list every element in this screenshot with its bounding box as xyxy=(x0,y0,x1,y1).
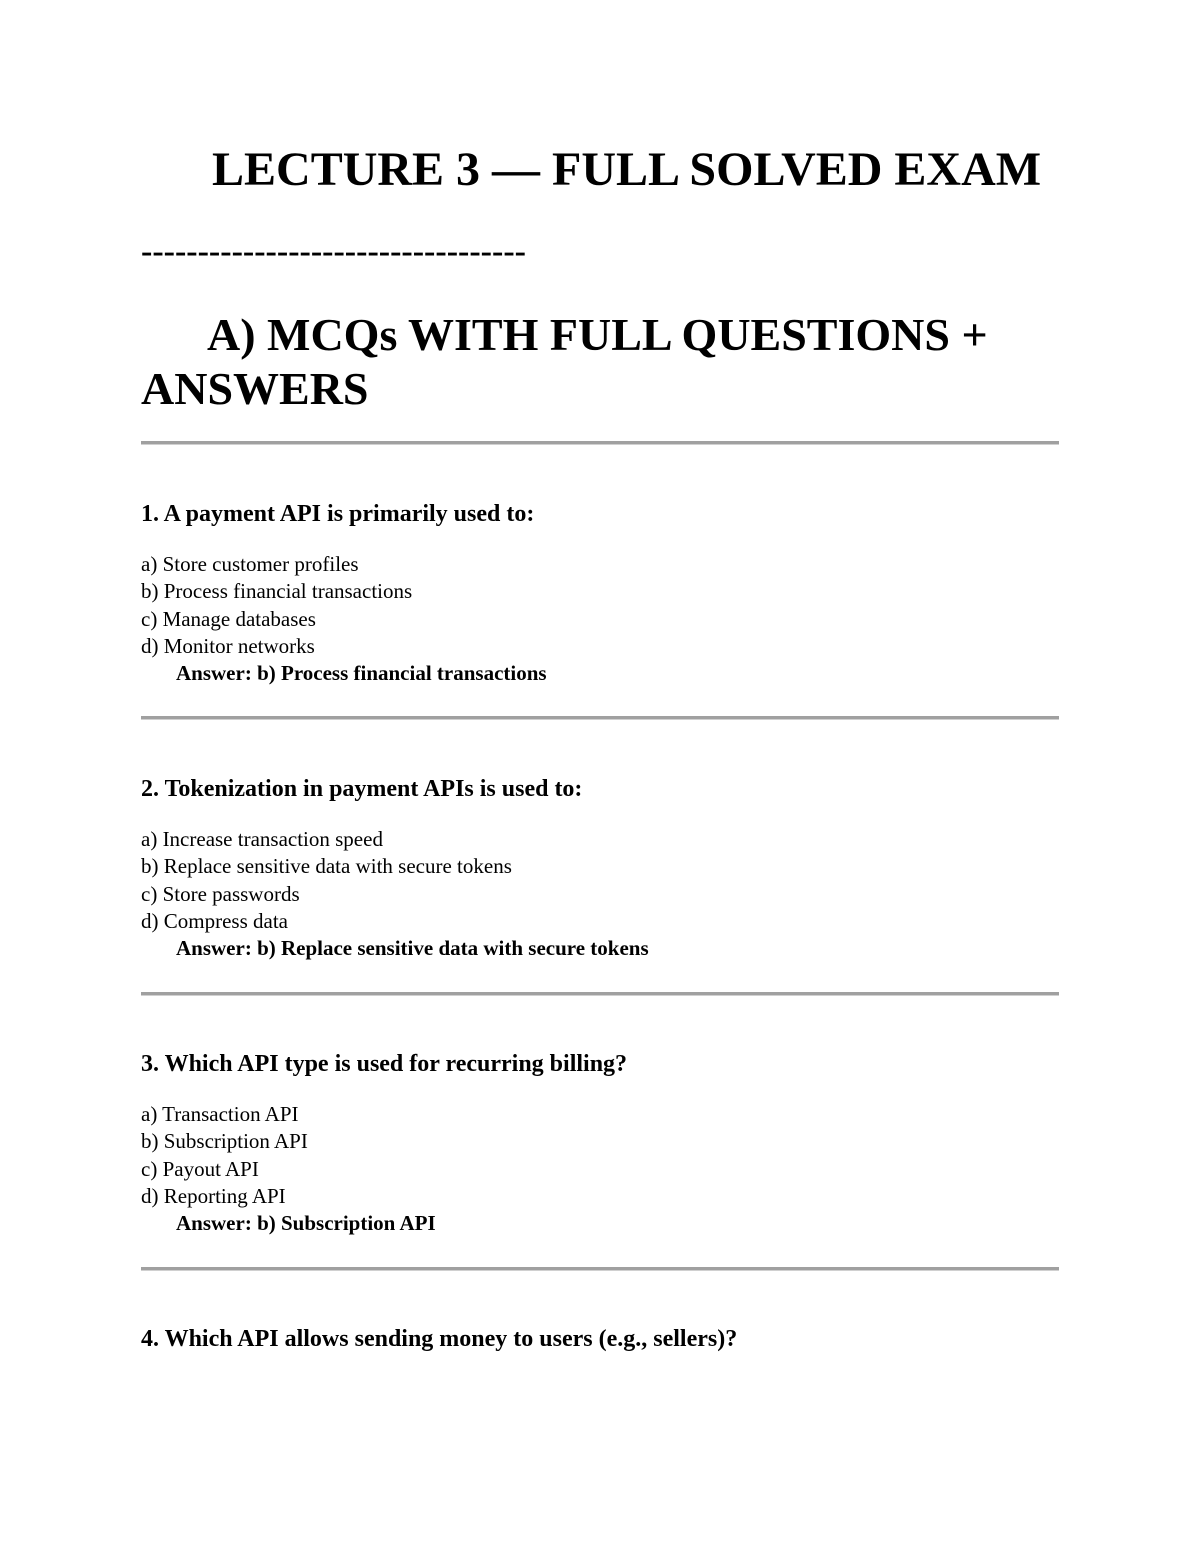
separator-dashes: ---------------------------------- xyxy=(141,233,526,270)
option-a: a) Increase transaction speed xyxy=(141,827,383,851)
section-heading: A) MCQs WITH FULL QUESTIONS + ANSWERS xyxy=(141,309,988,414)
question-3 xyxy=(141,1049,1061,1237)
question-2 xyxy=(141,774,1061,962)
question-text: 4. Which API allows sending money to users (e.g., sellers)? xyxy=(141,1326,738,1352)
option-b: b) Subscription API xyxy=(141,1129,308,1154)
horizontal-rule xyxy=(141,992,1059,996)
option-b: b) Replace sensitive data with secure tokens xyxy=(141,854,512,879)
horizontal-rule xyxy=(141,441,1059,445)
option-c: c) Payout API xyxy=(141,1156,259,1181)
question-4 xyxy=(141,1324,1061,1376)
option-d: d) Compress data xyxy=(141,908,288,933)
option-d: d) Reporting API xyxy=(141,1183,286,1208)
horizontal-rule xyxy=(141,1267,1059,1271)
option-a: a) Store customer profiles xyxy=(141,552,359,576)
question-text: 3. Which API type is used for recurring billing? xyxy=(141,1051,628,1077)
question-text: 2. Tokenization in payment APIs is used to: xyxy=(141,776,583,802)
option-a: a) Transaction API xyxy=(141,1102,299,1126)
question-1 xyxy=(141,499,1061,687)
horizontal-rule xyxy=(141,716,1059,720)
document-title: LECTURE 3 — FULL SOLVED EXAM xyxy=(212,143,1042,196)
option-c: c) Store passwords xyxy=(141,881,300,906)
option-c: c) Manage databases xyxy=(141,606,316,631)
option-b: b) Process financial transactions xyxy=(141,579,413,604)
answer: Answer: b) Process financial transactions xyxy=(176,661,547,686)
option-d: d) Monitor networks xyxy=(141,633,315,658)
answer: Answer: b) Replace sensitive data with secure tokens xyxy=(176,936,649,961)
answer: Answer: b) Subscription API xyxy=(176,1211,436,1236)
question-text: 1. A payment API is primarily used to: xyxy=(141,501,535,527)
